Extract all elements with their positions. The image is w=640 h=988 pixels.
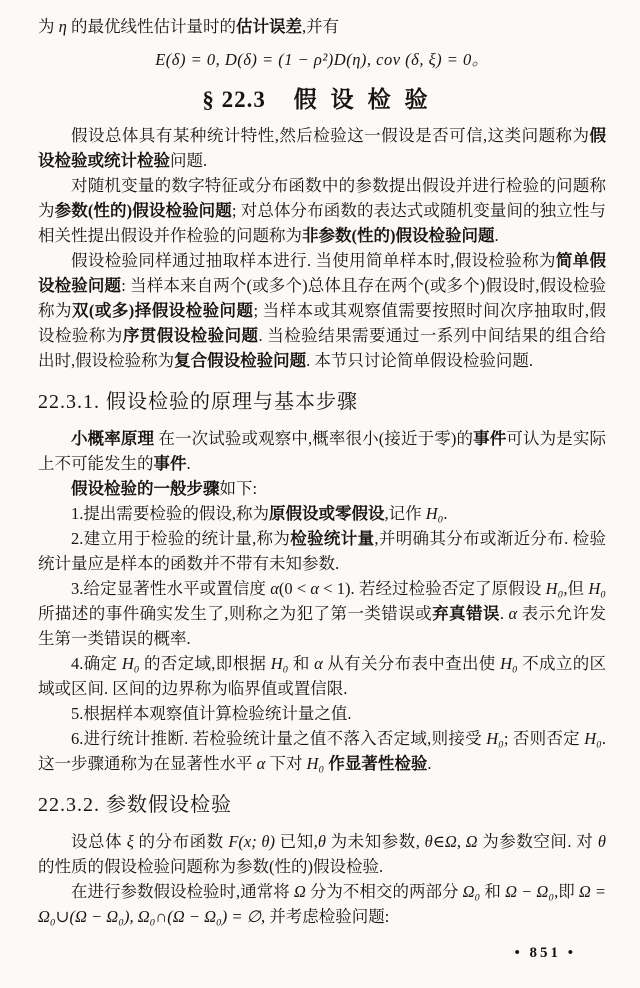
- page-body: [38, 14, 606, 929]
- section-2232-heading: 22.3.2. 参数假设检验: [38, 794, 232, 816]
- step-3: 3.给定显著性水平或置信度 α(0 < α < 1). 若经过检验否定了原假设 H₀,但 H₀ 所描述的事件确实发生了,则称之为犯了第一类错误或弃真错误. α 表示允许发生第一类错误的概率.: [38, 579, 607, 648]
- lead-formula: E(δ) = 0, D(δ) = (1 − ρ²)D(η), cov (δ, ξ) = 0。: [155, 50, 489, 69]
- para-small-probability-principle: 小概率原理 在一次试验或观察中,概率很小(接近于零)的事件可认为是实际上不可能发生的事件.: [38, 429, 606, 473]
- section-2231-heading: 22.3.1. 假设检验的原理与基本步骤: [38, 391, 358, 413]
- step-5: 5.根据样本观察值计算检验统计量之值.: [71, 704, 352, 723]
- lead-line: 为 η 的最优线性估计量时的估计误差,并有: [38, 17, 340, 36]
- para-parametric-vs-nonparametric: 对随机变量的数字特征或分布函数中的参数提出假设并进行检验的问题称为参数(性的)假设检验问题; 对总体分布函数的表达式或随机变量间的独立性与相关性提出假设并作检验的问题称为非参数(性的)假设检验问题.: [38, 176, 606, 245]
- para-omega-partition: 在进行参数假设检验时,通常将 Ω 分为不相交的两部分 Ω₀ 和 Ω − Ω₀,即 Ω = Ω₀∪(Ω − Ω₀), Ω₀∩(Ω − Ω₀) = ∅, 并考虑检验问题:: [38, 882, 607, 926]
- para-steps-intro: 假设检验的一般步骤如下:: [71, 479, 258, 498]
- para-definition: 假设总体具有某种统计特性,然后检验这一假设是否可信,这类问题称为假设检验或统计检验问题.: [38, 126, 606, 170]
- page-number: • 851 •: [514, 945, 576, 961]
- chapter-heading: [38, 85, 606, 115]
- chapter-title: 假设检验: [293, 87, 442, 112]
- step-6: 6.进行统计推断. 若检验统计量之值不落入否定域,则接受 H₀; 否则否定 H₀. 这一步骤通称为在显著性水平 α 下对 H₀ 作显著性检验.: [38, 729, 606, 773]
- chapter-number: § 22.3: [202, 87, 266, 112]
- para-parameter-space: 设总体 ξ 的分布函数 F(x; θ) 已知,θ 为未知参数, θ∈Ω, Ω 为参数空间. 对 θ 的性质的假设检验问题称为参数(性的)假设检验.: [38, 832, 607, 876]
- para-test-types: 假设检验同样通过抽取样本进行. 当使用简单样本时,假设检验称为简单假设检验问题: 当样本来自两个(或多个)总体且存在两个(或多个)假设时,假设检验称为双(或多)择假设检验问题; 当样本或其观察值需要按照时间次序抽取时,假设检验称为序贯假设检验问题. 当检验结果需要通过一系列中间结果的组合给出时,假设检验称为复合假设检验问题. 本节只讨论简单假设检验问题.: [38, 251, 607, 370]
- step-4: 4.确定 H₀ 的否定域,即根据 H₀ 和 α 从有关分布表中查出使 H₀ 不成立的区域或区间. 区间的边界称为临界值或置信限.: [38, 654, 607, 698]
- step-2: 2.建立用于检验的统计量,称为检验统计量,并明确其分布或渐近分布. 检验统计量应是样本的函数并不带有未知参数.: [38, 529, 607, 573]
- step-1: 1.提出需要检验的假设,称为原假设或零假设,记作 H₀.: [71, 504, 448, 523]
